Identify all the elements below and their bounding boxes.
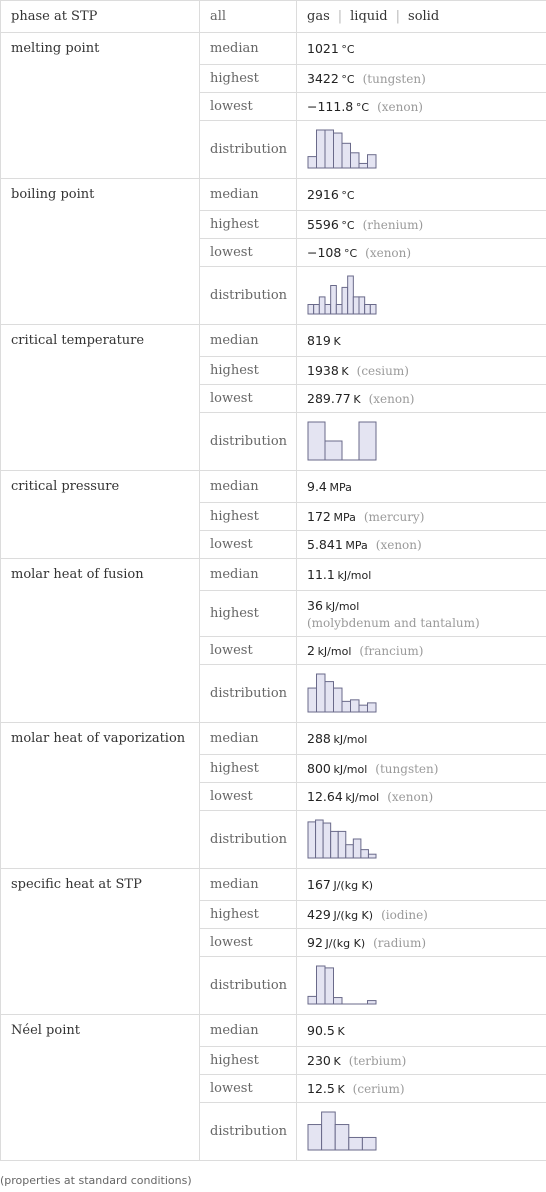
histogram-bar: [322, 1112, 336, 1150]
stat-label-lowest: lowest: [200, 239, 297, 267]
histogram-bar: [308, 688, 317, 712]
element-note: (xenon): [375, 537, 422, 552]
value: 5596: [307, 216, 339, 232]
value: −108: [307, 244, 342, 260]
stat-label-lowest: lowest: [200, 637, 297, 665]
header-phase-label: phase at STP: [1, 1, 200, 33]
element-note: (cesium): [356, 363, 409, 378]
distribution-histogram: [307, 129, 387, 171]
element-note: (rhenium): [362, 217, 424, 232]
stat-label-highest: highest: [200, 211, 297, 239]
histogram-bar: [325, 441, 342, 460]
distribution-histogram: [307, 421, 387, 463]
histogram-bar: [349, 1137, 363, 1150]
histogram-bar: [325, 681, 334, 711]
distribution-histogram: [307, 275, 387, 317]
element-note: (tungsten): [362, 71, 426, 86]
stat-label-highest: highest: [200, 591, 297, 637]
molar-heat-of-fusion-median-row: [1, 559, 546, 591]
histogram-bar: [325, 967, 334, 1003]
histogram-bar: [308, 304, 314, 314]
stat-value-cell: [297, 121, 546, 179]
histogram-bar: [359, 163, 368, 168]
stat-label-lowest: lowest: [200, 783, 297, 811]
histogram-bar: [325, 304, 331, 314]
stat-label-distribution: distribution: [200, 665, 297, 723]
stat-label-median: median: [200, 723, 297, 755]
element-note: (mercury): [363, 509, 425, 524]
value: 172: [307, 508, 331, 524]
stat-value-cell: [297, 929, 546, 957]
histogram-bar: [353, 296, 359, 313]
property-name: boiling point: [1, 179, 200, 325]
histogram-bar: [336, 304, 342, 314]
unit: °C: [341, 188, 355, 202]
stat-value-cell: [297, 1047, 546, 1075]
stat-value-cell: [297, 179, 546, 211]
stat-label-median: median: [200, 179, 297, 211]
stat-value-cell: [297, 357, 546, 385]
unit: K: [341, 364, 349, 378]
histogram-bar: [365, 304, 371, 314]
value: 5.841: [307, 536, 343, 552]
stat-label-highest: highest: [200, 901, 297, 929]
histogram-bar: [342, 287, 348, 314]
stat-label-median: median: [200, 325, 297, 357]
histogram-bar: [368, 702, 377, 711]
stat-value-cell: [297, 723, 546, 755]
phase-liquid: liquid: [350, 9, 388, 24]
stat-value-cell: [297, 1015, 546, 1047]
value: 1021: [307, 40, 339, 56]
unit: °C: [343, 246, 358, 260]
stat-value-cell: [297, 33, 546, 65]
histogram-bar: [334, 997, 343, 1003]
phase-separator: |: [395, 9, 401, 24]
property-name: Néel point: [1, 1015, 200, 1161]
histogram-bar: [346, 844, 354, 857]
value: 36: [307, 597, 323, 613]
phase-solid: solid: [408, 9, 440, 24]
histogram-bar: [362, 1137, 376, 1150]
unit: °C: [341, 218, 355, 232]
neel-point-median-row: [1, 1015, 546, 1047]
histogram-bar: [351, 699, 360, 711]
stat-label-median: median: [200, 869, 297, 901]
stat-label-lowest: lowest: [200, 929, 297, 957]
element-note: (francium): [359, 643, 424, 658]
stat-value-cell: [297, 901, 546, 929]
property-name: molar heat of vaporization: [1, 723, 200, 869]
unit: kJ/mol: [317, 644, 352, 658]
value: 819: [307, 332, 331, 348]
unit: K: [333, 334, 341, 348]
unit: J/(kg K): [333, 878, 374, 892]
unit: MPa: [333, 510, 356, 524]
stat-label-median: median: [200, 1015, 297, 1047]
unit: kJ/mol: [333, 732, 368, 746]
element-note: (terbium): [348, 1053, 407, 1068]
value: 11.1: [307, 566, 335, 582]
header-all-label: all: [200, 1, 297, 33]
unit: K: [337, 1082, 345, 1096]
stat-value-cell: [297, 637, 546, 665]
melting-point-median-row: [1, 33, 546, 65]
unit: K: [353, 392, 361, 406]
distribution-histogram: [307, 965, 387, 1007]
stat-value-cell: [297, 239, 546, 267]
histogram-bar: [317, 674, 326, 712]
stat-label-median: median: [200, 471, 297, 503]
value: 167: [307, 876, 331, 892]
property-name: critical pressure: [1, 471, 200, 559]
histogram-bar: [308, 422, 325, 460]
stat-label-distribution: distribution: [200, 413, 297, 471]
stat-label-median: median: [200, 559, 297, 591]
property-name: melting point: [1, 33, 200, 179]
stat-label-highest: highest: [200, 755, 297, 783]
stat-label-highest: highest: [200, 503, 297, 531]
value: 90.5: [307, 1022, 335, 1038]
histogram-bar: [361, 849, 369, 857]
stat-value-cell: [297, 385, 546, 413]
stat-value-cell: [297, 559, 546, 591]
unit: kJ/mol: [337, 568, 372, 582]
specific-heat-median-row: [1, 869, 546, 901]
value: 12.64: [307, 788, 343, 804]
stat-value-cell: [297, 413, 546, 471]
element-note: (iodine): [381, 907, 428, 922]
histogram-bar: [342, 143, 351, 168]
footer-note: (properties at standard conditions): [0, 1174, 192, 1187]
unit: K: [333, 1054, 341, 1068]
molar-heat-of-vaporization-median-row: [1, 723, 546, 755]
value: 9.4: [307, 478, 327, 494]
stat-value-cell: [297, 503, 546, 531]
unit: °C: [341, 72, 355, 86]
histogram-bar: [338, 831, 346, 858]
histogram-bar: [331, 831, 339, 858]
stat-label-lowest: lowest: [200, 385, 297, 413]
distribution-histogram: [307, 1111, 387, 1153]
stat-value-cell: [297, 531, 546, 559]
stat-value-cell: [297, 325, 546, 357]
unit: MPa: [329, 480, 352, 494]
value: 3422: [307, 70, 339, 86]
value: 288: [307, 730, 331, 746]
stat-label-highest: highest: [200, 65, 297, 93]
element-note: (molybdenum and tantalum): [307, 615, 480, 630]
value: 429: [307, 906, 331, 922]
header-row: [1, 1, 546, 33]
value: 800: [307, 760, 331, 776]
histogram-bar: [359, 296, 365, 313]
element-note: (tungsten): [375, 761, 439, 776]
element-note: (xenon): [368, 391, 415, 406]
element-note: (xenon): [377, 99, 423, 114]
value: 2916: [307, 186, 339, 202]
stat-value-cell: [297, 665, 546, 723]
unit: kJ/mol: [325, 599, 360, 613]
histogram-bar: [359, 705, 368, 712]
unit: °C: [341, 42, 355, 56]
stat-value-cell: [297, 869, 546, 901]
histogram-bar: [308, 1124, 322, 1149]
stat-label-median: median: [200, 33, 297, 65]
element-note: (cerium): [352, 1081, 405, 1096]
element-note: (radium): [373, 935, 427, 950]
stat-label-highest: highest: [200, 357, 297, 385]
critical-pressure-median-row: [1, 471, 546, 503]
histogram-bar: [323, 823, 331, 858]
header-phases: [297, 1, 546, 33]
value: 1938: [307, 362, 339, 378]
unit: K: [337, 1024, 345, 1038]
property-name: specific heat at STP: [1, 869, 200, 1015]
value: 289.77: [307, 390, 351, 406]
stat-value-cell: [297, 755, 546, 783]
histogram-bar: [368, 854, 376, 858]
stat-value-cell: [297, 211, 546, 239]
histogram-bar: [314, 304, 320, 314]
histogram-bar: [370, 304, 376, 314]
unit: kJ/mol: [333, 762, 368, 776]
unit: kJ/mol: [345, 790, 380, 804]
histogram-bar: [308, 821, 316, 857]
histogram-bar: [331, 285, 337, 314]
histogram-bar: [317, 966, 326, 1004]
stat-label-distribution: distribution: [200, 1103, 297, 1161]
stat-value-cell: [297, 957, 546, 1015]
histogram-bar: [325, 130, 334, 168]
stat-label-distribution: distribution: [200, 957, 297, 1015]
histogram-bar: [317, 130, 326, 168]
histogram-bar: [308, 156, 317, 167]
stat-label-lowest: lowest: [200, 1075, 297, 1103]
histogram-bar: [359, 422, 376, 460]
histogram-bar: [368, 1000, 377, 1003]
stat-value-cell: [297, 591, 546, 637]
unit: J/(kg K): [325, 936, 366, 950]
stat-label-lowest: lowest: [200, 531, 297, 559]
stat-value-cell: [297, 267, 546, 325]
stat-label-distribution: distribution: [200, 267, 297, 325]
histogram-bar: [348, 276, 354, 314]
phase-gas: gas: [307, 9, 330, 24]
histogram-bar: [308, 996, 317, 1004]
critical-temperature-median-row: [1, 325, 546, 357]
stat-value-cell: [297, 471, 546, 503]
stat-label-distribution: distribution: [200, 811, 297, 869]
stat-value-cell: [297, 811, 546, 869]
value: 2: [307, 642, 315, 658]
property-name: critical temperature: [1, 325, 200, 471]
histogram-bar: [353, 839, 361, 858]
histogram-bar: [334, 688, 343, 712]
unit: MPa: [345, 538, 368, 552]
value: 230: [307, 1052, 331, 1068]
stat-value-cell: [297, 93, 546, 121]
stat-value-cell: [297, 1075, 546, 1103]
unit: J/(kg K): [333, 908, 374, 922]
histogram-bar: [316, 820, 324, 858]
property-name: molar heat of fusion: [1, 559, 200, 723]
stat-label-lowest: lowest: [200, 93, 297, 121]
value: −111.8: [307, 98, 354, 114]
phase-separator: |: [337, 9, 343, 24]
histogram-bar: [368, 154, 377, 167]
unit: °C: [355, 100, 370, 114]
histogram-bar: [351, 152, 360, 167]
element-note: (xenon): [387, 789, 434, 804]
stat-label-distribution: distribution: [200, 121, 297, 179]
element-note: (xenon): [365, 245, 412, 260]
histogram-bar: [319, 296, 325, 313]
stat-value-cell: [297, 783, 546, 811]
value: 12.5: [307, 1080, 335, 1096]
histogram-bar: [335, 1124, 349, 1149]
stat-value-cell: [297, 1103, 546, 1161]
boiling-point-median-row: [1, 179, 546, 211]
value: 92: [307, 934, 323, 950]
histogram-bar: [334, 133, 343, 168]
distribution-histogram: [307, 673, 387, 715]
stat-label-highest: highest: [200, 1047, 297, 1075]
stat-value-cell: [297, 65, 546, 93]
distribution-histogram: [307, 819, 387, 861]
histogram-bar: [342, 701, 351, 712]
